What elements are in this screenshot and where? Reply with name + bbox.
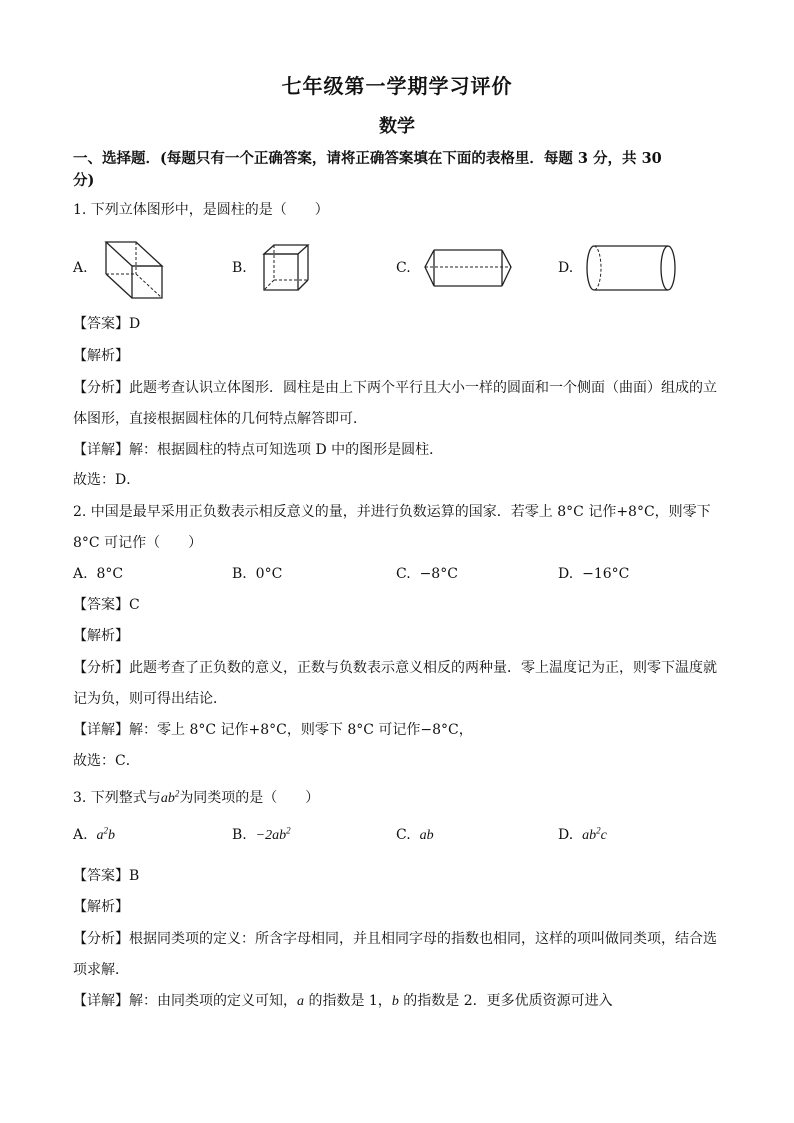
q3-option-c: C. ab (396, 827, 434, 843)
q2-fenxi-line2: 记为负，则可得出结论． (73, 691, 227, 707)
q1-guxuan: 故选：D． (73, 472, 141, 488)
q1-fenxi-line1: 【分析】此题考查认识立体图形．圆柱是由上下两个平行且大小一样的圆面和一个侧面（曲面）组成的立 (73, 380, 717, 396)
q2-answer: 【答案】C (73, 597, 140, 613)
q3-xiangjie: 【详解】解：由同类项的定义可知，a 的指数是 1，b 的指数是 2．更多优质资源可进入 (73, 993, 613, 1009)
q3-answer: 【答案】B (73, 868, 140, 884)
section-heading-line1: 一、选择题．(每题只有一个正确答案，请将正确答案填在下面的表格里．每题 3 分，共 30 (73, 150, 662, 167)
q3-term-ab2: $ab^2$ (160, 788, 180, 806)
q1-jiexi: 【解析】 (73, 348, 129, 364)
q3-option-b: B. $-2ab^2$ (232, 825, 291, 843)
q2-option-d: D. −16°C (558, 566, 630, 582)
section-heading-line2: 分) (73, 172, 95, 189)
q1-fenxi-line2: 体图形，直接根据圆柱体的几何特点解答即可． (73, 411, 367, 427)
q2-stem-line2: 8°C 可记作（ ） (73, 535, 203, 551)
q1-option-a-label: A. (73, 260, 88, 276)
q1-xiangjie: 【详解】解：根据圆柱的特点可知选项 D 中的图形是圆柱． (73, 442, 444, 458)
q3-option-d: D. $ab^2c$ (558, 825, 607, 843)
q2-option-b: B. 0°C (232, 566, 283, 582)
q3-fenxi-line2: 项求解． (73, 962, 129, 978)
q2-guxuan: 故选：C． (73, 753, 140, 769)
subject-title: 数学 (379, 116, 415, 137)
q2-jiexi: 【解析】 (73, 628, 129, 644)
q1-option-b-label: B. (232, 260, 247, 276)
q1-option-a-figure (100, 238, 166, 302)
q1-option-b-figure (260, 242, 312, 294)
q3-fenxi-line1: 【分析】根据同类项的定义：所含字母相同，并且相同字母的指数也相同，这样的项叫做同类项，结合选 (73, 931, 717, 947)
q2-option-a: A. 8°C (73, 566, 124, 582)
page-title: 七年级第一学期学习评价 (281, 74, 513, 98)
q1-stem: 1. 下列立体图形中，是圆柱的是（ ） (73, 202, 329, 218)
q2-xiangjie: 【详解】解：零上 8°C 记作+8°C，则零下 8°C 可记作−8°C， (73, 722, 473, 738)
q1-option-d-label: D. (558, 260, 574, 276)
q1-option-c-label: C. (396, 260, 411, 276)
q3-jiexi: 【解析】 (73, 899, 129, 915)
q2-fenxi-line1: 【分析】此题考查了正负数的意义，正数与负数表示意义相反的两种量．零上温度记为正，则零下温度就 (73, 660, 717, 676)
q2-stem-line1: 2. 中国是最早采用正负数表示相反意义的量，并进行负数运算的国家．若零上 8°C 记作+8°C，则零下 (73, 504, 711, 520)
q1-answer: 【答案】D (73, 316, 141, 332)
q1-option-c-figure (422, 242, 514, 294)
q2-option-c: C. −8°C (396, 566, 458, 582)
q3-option-a: A. $a^2b$ (73, 825, 115, 843)
q1-option-d-figure (584, 242, 680, 294)
q3-stem: 3. 下列整式与$ab^2$为同类项的是（ ） (73, 788, 320, 806)
